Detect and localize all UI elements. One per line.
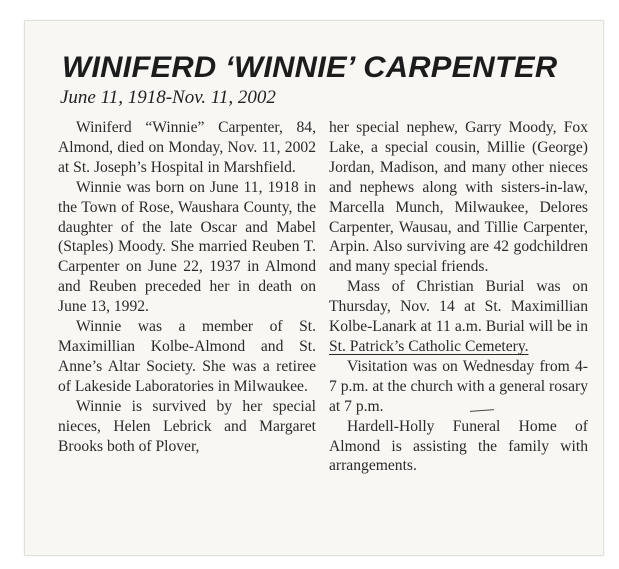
paragraph-survivors-start: Winnie is survived by her special nieces, Helen Lebrick and Margaret Brooks both of Plover, (58, 397, 316, 455)
paragraph-visitation: Visitation was on Wednesday from 4-7 p.m. at the church with a general rosary at 7 p.m. (329, 357, 588, 415)
burial-cemetery-underlined: St. Patrick’s Catholic Cemetery. (329, 337, 529, 355)
paragraph-memberships: Winnie was a member of St. Maximillian Kolbe-Almond and St. Anne’s Altar Society. She was a retiree of Lakeside Laboratories in Milwaukee. (58, 318, 316, 395)
obituary-dates: June 11, 1918-Nov. 11, 2002 (60, 87, 276, 108)
mass-text: Mass of Christian Burial was on Thursday, Nov. 14 at St. Maximillian Kolbe-Lanark at 11 a.m. Burial will be in (329, 278, 588, 336)
paragraph-birth-marriage: Winnie was born on June 11, 1918 in the Town of Rose, Waushara County, the daughter of the late Oscar and Mabel (Staples) Moody. She married Reuben T. Carpenter on June 22, 1937 in Almond and Reuben preceded her in death on June 13, 1992. (58, 178, 316, 316)
left-column (58, 118, 316, 456)
paragraph-mass (329, 277, 588, 357)
paragraph-funeral-home: Hardell-Holly Funeral Home of Almond is assisting the family with arrangements. (329, 417, 588, 475)
paragraph-survivors-continued: her special nephew, Garry Moody, Fox Lake, a special cousin, Millie (George) Jordan, Madison, and many other nieces and nephews along with sisters-in-law, Marcella Munch, Milwaukee, Delores Carpenter, Wausau, and Tillie Carpenter, Arpin. Also surviving are 42 godchildren and many special friends. (329, 119, 588, 276)
obituary-headline: WINIFERD ‘WINNIE’ CARPENTER (62, 51, 558, 84)
paragraph-death-notice: Winiferd “Winnie” Carpenter, 84, Almond, died on Monday, Nov. 11, 2002 at St. Joseph’s Hospital in Marshfield. (58, 119, 316, 176)
right-column (329, 118, 588, 476)
